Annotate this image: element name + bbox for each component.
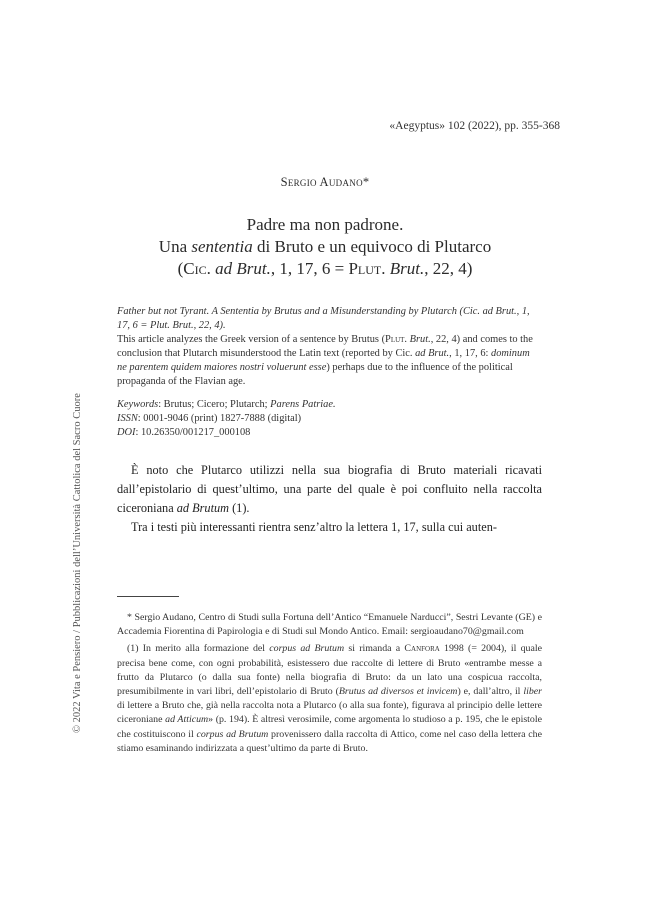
title-text: , 22, 4) xyxy=(424,259,473,278)
fn-span: liber xyxy=(523,686,542,698)
keywords-line xyxy=(117,398,542,412)
abstract-span: This article analyzes the Greek version of a sentence by Brutus ( xyxy=(117,334,386,345)
title-work-abbrev: Brut. xyxy=(385,259,425,278)
running-head: «Aegyptus» 102 (2022), pp. 355-368 xyxy=(389,120,560,132)
abstract-span: Plut. xyxy=(385,334,408,345)
abstract xyxy=(117,305,542,389)
fn-span: provenissero dalla raccolta di Attico, come nel caso della lettera che stiamo esaminando indirizzata a quest’ultimo da parte di Bruto. xyxy=(117,728,542,754)
title-work-abbrev: ad Brut. xyxy=(210,259,271,278)
body-paragraph-1 xyxy=(117,461,542,518)
body-text xyxy=(117,461,542,537)
abstract-span: ad Brut. xyxy=(415,348,450,359)
fn-span: ) e, dall’altro, il xyxy=(457,686,524,698)
title-text: Una xyxy=(158,237,192,256)
body-span: È noto che Plutarco utilizzi nella sua biografia di Bruto materiali ricavati dall’epistolario di quest’ultimo, una parte del quale è poi confluito nella raccolta ciceroniana xyxy=(117,463,542,515)
title-text: , 1, 17, 6 = xyxy=(270,259,349,278)
abstract-span: dominum ne parentem quidem maiores nostri voluerunt esse xyxy=(117,348,530,373)
author-name: Sergio Audano xyxy=(280,175,363,189)
footnote-divider xyxy=(117,596,179,597)
article-metadata xyxy=(117,398,542,440)
title-author-abbrev: Plut. xyxy=(348,259,386,278)
title-text: ( xyxy=(177,259,184,278)
english-title-text: Father but not Tyrant. A Sententia by Brutus and a Misunderstanding by Plutarch (Cic. ad Brut., 1, 17, 6 = Plut. Brut., 22, 4). xyxy=(117,306,530,331)
title-author-abbrev: Cic. xyxy=(183,259,211,278)
abstract-text xyxy=(117,333,542,389)
abstract-english-title xyxy=(117,305,542,333)
issn-line xyxy=(117,412,542,426)
footnotes xyxy=(117,611,542,759)
fn-span: corpus ad Brutum xyxy=(269,643,345,655)
abstract-span: , 22, 4) and comes to the conclusion that Plutarch misunderstood the Latin text (reported by Cic. xyxy=(117,334,533,359)
title-line-3 xyxy=(0,258,650,280)
fn-span: (1) In merito alla formazione del xyxy=(127,643,270,655)
abstract-span: , 1, 17, 6: xyxy=(449,348,492,359)
article-title xyxy=(0,214,650,280)
keywords-label: Keywords xyxy=(117,399,159,410)
doi-line xyxy=(117,426,542,440)
fn-span: » (p. 194). È altresì verosimile, come argomenta lo studioso a p. 195, che le epistole che costituiscono il xyxy=(117,714,542,740)
body-span: (1). xyxy=(229,501,250,515)
fn-span: di lettere a Bruto che, già nella raccolta nota a Plutarco (o alla sua fonte), figurava al principio delle lettere ciceroniane xyxy=(117,700,542,726)
title-line-2 xyxy=(0,236,650,258)
fn-span: 1998 (= 2004), il quale precisa bene come, con ogni probabilità, esistessero due raccolte di lettere di Bruto «entrambe messe a frutto da Plutarco (o dalla sua fonte) nella biografia di Bruto: da un lato una cospicua raccolta, presumibilmente in vari libri, dell’epistolario di Bruto ( xyxy=(117,643,542,698)
body-paragraph-2: Tra i testi più interessanti rientra senz’altro la lettera 1, 17, sulla cui auten- xyxy=(131,520,497,534)
title-emphasis: sententia xyxy=(191,237,253,256)
doi-label: DOI xyxy=(117,427,136,438)
title-text: di Bruto e un equivoco di Plutarco xyxy=(252,237,492,256)
fn-span: si rimanda a xyxy=(344,643,405,655)
issn-value: : 0001-9046 (print) 1827-7888 (digital) xyxy=(137,413,302,424)
keywords-value: Parens Patriae. xyxy=(270,399,336,410)
body-span: ad Brutum xyxy=(176,501,230,515)
doi-value: : 10.26350/001217_000108 xyxy=(135,427,251,438)
author-footnote-mark: * xyxy=(362,175,370,189)
fn-span: corpus ad Brutum xyxy=(196,728,269,740)
author-line xyxy=(0,175,650,190)
abstract-span: Brut. xyxy=(407,334,431,345)
keywords-value: : Brutus; Cicero; Plutarch; xyxy=(158,399,271,410)
abstract-span: ) perhaps due to the influence of the political propaganda of the Flavian age. xyxy=(117,362,513,387)
footnote-author: * Sergio Audano, Centro di Studi sulla Fortuna dell’Antico “Emanuele Narducci”, Sestri Levante (GE) e Accademia Fiorentina di Papirologia e di Studi sul Mondo Antico. Email: sergioaudano70@gmail.com xyxy=(117,612,542,638)
fn-span: ad Atticum xyxy=(165,714,209,726)
fn-span: Brutus ad diversos et invicem xyxy=(338,686,458,698)
fn-span: Canfora xyxy=(404,643,440,655)
side-copyright: © 2022 Vita e Pensiero / Pubblicazioni dell’Università Cattolica del Sacro Cuore xyxy=(72,393,83,733)
footnote-1 xyxy=(117,642,542,756)
issn-label: ISSN xyxy=(117,413,138,424)
title-line-1: Padre ma non padrone. xyxy=(246,215,404,234)
